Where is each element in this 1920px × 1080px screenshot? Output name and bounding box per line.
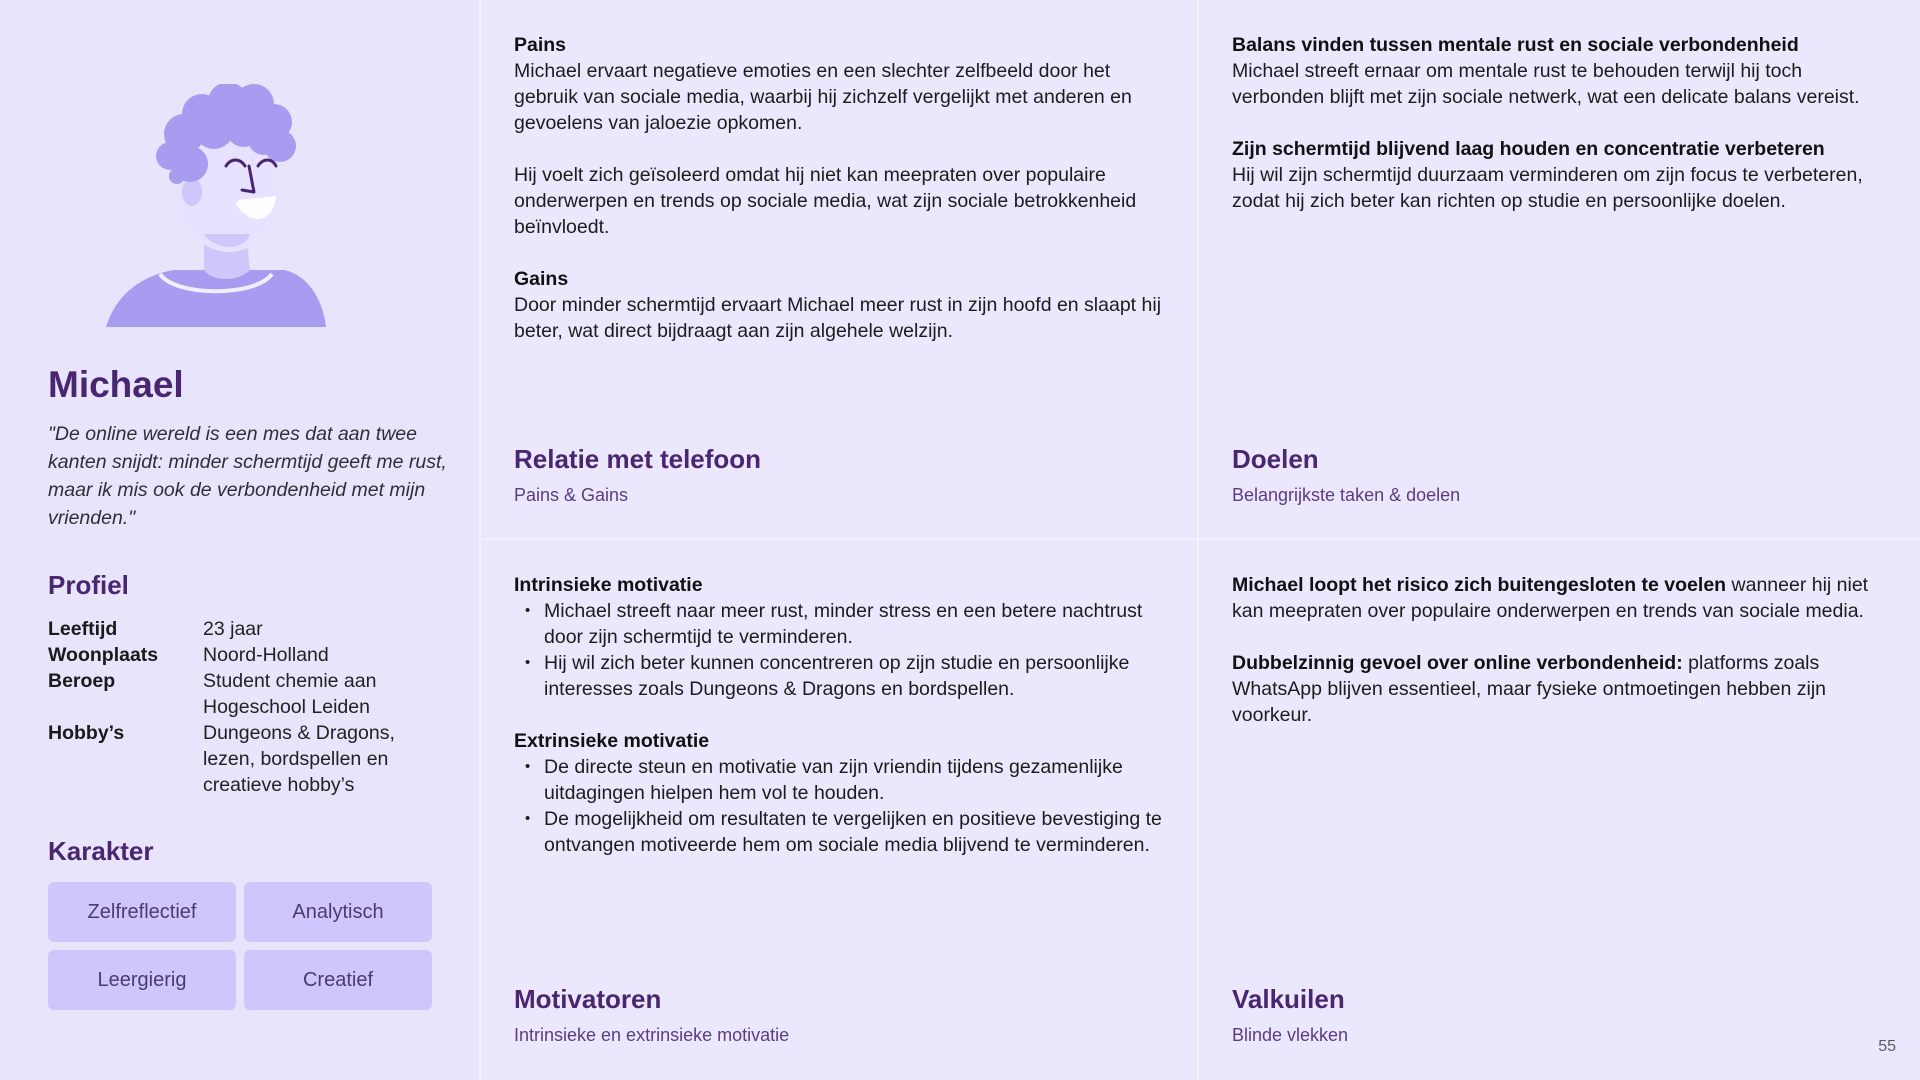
profile-value: Dungeons & Dragons, lezen, bordspellen en creatieve hobby’s	[203, 722, 395, 796]
motivatoren-panel	[482, 540, 1199, 1080]
relatie-subtitle: Pains & Gains	[514, 485, 629, 505]
list-item: • Michael streeft naar meer rust, minder stress en een betere nachtrust door zijn schermtijd te verminderen.	[514, 598, 1174, 650]
page-number: 55	[1878, 1038, 1896, 1055]
goal-1-text: Michael streeft ernaar om mentale rust te behouden terwijl hij toch verbonden blijft met zijn sociale netwerk, wat een delicate balans vereist.	[1232, 60, 1860, 108]
pains-text-1: Michael ervaart negatieve emoties en een slechter zelfbeeld door het gebruik van sociale media, waarbij hij zichzelf vergelijkt met anderen en gevoelens van jaloezie opkomen.	[514, 60, 1132, 134]
profile-row	[48, 668, 448, 720]
pains-heading: Pains	[514, 34, 567, 56]
gains-heading: Gains	[514, 268, 569, 290]
profile-row	[48, 642, 448, 668]
pitfall-2-rest: platforms zoals WhatsApp blijven essentieel, maar fysieke ontmoetingen hebben zijn voorkeur.	[1232, 652, 1827, 726]
pains-text-2: Hij voelt zich geïsoleerd omdat hij niet kan meepraten over populaire onderwerpen en trends op sociale media, wat zijn sociale betrokkenheid beïnvloedt.	[514, 164, 1137, 238]
pitfall-1	[1232, 572, 1892, 624]
doelen-title: Doelen	[1232, 444, 1319, 474]
profile-title: Profiel	[48, 570, 129, 600]
persona-avatar-illustration	[104, 84, 329, 329]
list-item: • Hij wil zich beter kunnen concentreren op zijn studie en persoonlijke interesses zoals Dungeons & Dragons en bordspellen.	[514, 650, 1174, 702]
profile-table	[48, 616, 448, 798]
goal-2-heading: Zijn schermtijd blijvend laag houden en concentratie verbeteren	[1232, 138, 1825, 160]
gains-text-1: Door minder schermtijd ervaart Michael meer rust in zijn hoofd en slaapt hij beter, wat direct bijdraagt aan zijn algehele welzijn.	[514, 294, 1162, 342]
persona-sidebar	[0, 0, 481, 1080]
pitfall-2	[1232, 650, 1892, 728]
doelen-panel	[1200, 0, 1920, 540]
intrinsic-list	[514, 598, 1174, 702]
profile-row	[48, 616, 448, 642]
relatie-met-telefoon-panel	[482, 0, 1199, 540]
intrinsic-heading: Intrinsieke motivatie	[514, 574, 703, 596]
karakter-title: Karakter	[48, 836, 154, 866]
profile-key: Hobby’s	[48, 722, 125, 744]
valkuilen-subtitle: Blinde vlekken	[1232, 1025, 1349, 1045]
list-item: • De mogelijkheid om resultaten te vergelijken en positieve bevestiging te ontvangen motiveerde hem om sociale media blijvend te verminderen.	[514, 806, 1174, 858]
doelen-subtitle: Belangrijkste taken & doelen	[1232, 485, 1461, 505]
extrinsic-heading: Extrinsieke motivatie	[514, 730, 710, 752]
profile-key: Leeftijd	[48, 618, 118, 640]
pitfall-1-bold: Michael loopt het risico zich buitengesloten te voelen	[1232, 574, 1727, 596]
profile-value: 23 jaar	[203, 618, 263, 640]
trait-chip: Analytisch	[244, 882, 432, 942]
profile-key: Woonplaats	[48, 644, 159, 666]
extrinsic-list	[514, 754, 1174, 858]
goal-1-heading: Balans vinden tussen mentale rust en sociale verbondenheid	[1232, 34, 1799, 56]
trait-chip: Creatief	[244, 950, 432, 1010]
relatie-title: Relatie met telefoon	[514, 444, 762, 474]
trait-chip: Zelfreflectief	[48, 882, 236, 942]
profile-value: Student chemie aan Hogeschool Leiden	[203, 670, 377, 718]
persona-quote: "De online wereld is een mes dat aan twee kanten snijdt: minder schermtijd geeft me rust, maar ik mis ook de verbondenheid met mijn vrienden."	[48, 423, 447, 529]
motivatoren-subtitle: Intrinsieke en extrinsieke motivatie	[514, 1025, 790, 1045]
relatie-body	[514, 32, 1174, 370]
motivatoren-body	[514, 572, 1174, 884]
valkuilen-body	[1232, 572, 1892, 754]
persona-name: Michael	[48, 364, 184, 405]
goal-2-text: Hij wil zijn schermtijd duurzaam verminderen om zijn focus te verbeteren, zodat hij zich beter kan richten op studie en persoonlijke doelen.	[1232, 164, 1863, 212]
profile-row	[48, 720, 448, 798]
profile-key: Beroep	[48, 670, 116, 692]
profile-value: Noord-Holland	[203, 644, 329, 666]
valkuilen-title: Valkuilen	[1232, 984, 1345, 1014]
valkuilen-panel	[1200, 540, 1920, 1080]
karakter-traits	[48, 882, 432, 1010]
motivatoren-title: Motivatoren	[514, 984, 662, 1014]
list-item: • De directe steun en motivatie van zijn vriendin tijdens gezamenlijke uitdagingen hielpen hem vol te houden.	[514, 754, 1174, 806]
trait-chip: Leergierig	[48, 950, 236, 1010]
pitfall-1-rest: wanneer hij niet kan meepraten over populaire onderwerpen en trends van sociale media.	[1232, 574, 1869, 622]
doelen-body	[1232, 32, 1892, 240]
pitfall-2-bold: Dubbelzinnig gevoel over online verbondenheid:	[1232, 652, 1683, 674]
